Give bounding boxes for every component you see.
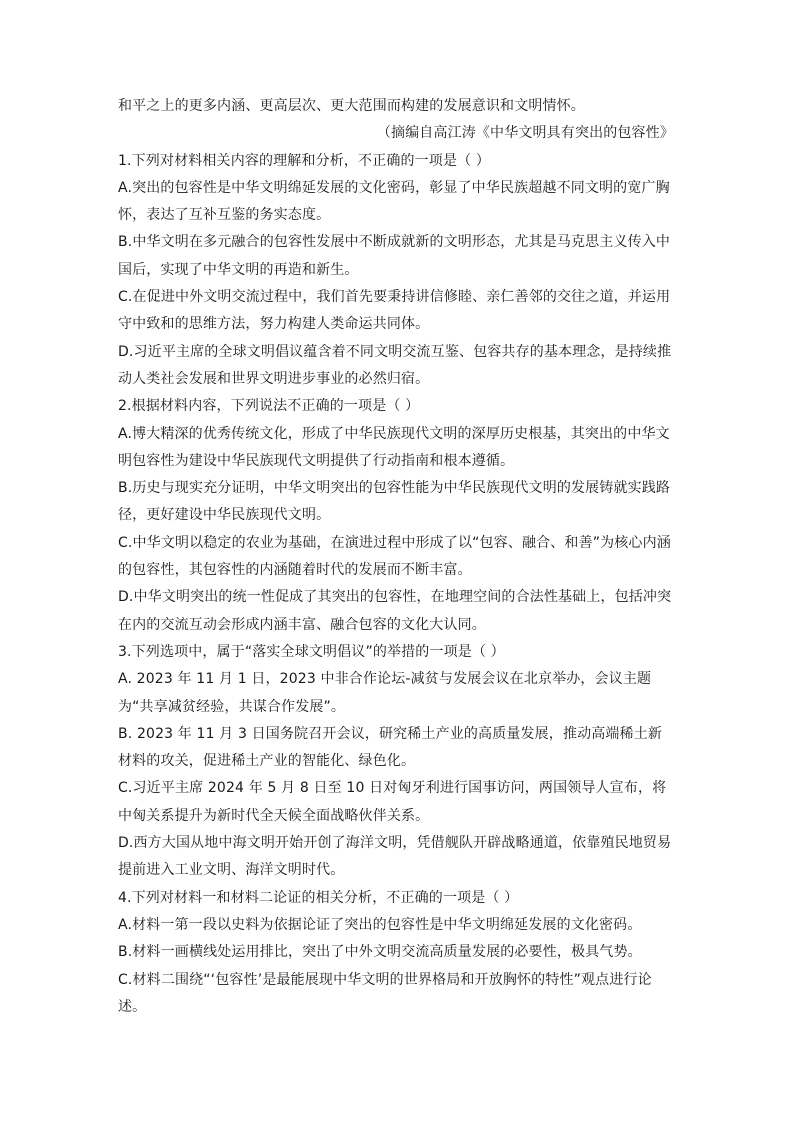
document-page [118, 93, 674, 1021]
question-stem: 3.下列选项中，属于“落实全球文明倡议”的举措的一项是（ ） [118, 643, 505, 660]
question-1 [118, 148, 674, 394]
source-citation: （摘编自高江涛《中华文明具有突出的包容性》 [376, 125, 674, 142]
question-4 [118, 885, 674, 1021]
option-b: B.历史与现实充分证明，中华文明突出的包容性能为中华民族现代文明的发展铸就实践路径，更好建设中华民族现代文明。 [118, 480, 671, 524]
option-c: C.习近平主席 2024 年 5 月 8 日至 10 日对匈牙利进行国事访问，两国领导人宣布，将中匈关系提升为新时代全天候全面战略伙伴关系。 [118, 780, 667, 824]
question-2 [118, 393, 674, 639]
option-b: B.中华文明在多元融合的包容性发展中不断成就新的文明形态，尤其是马克思主义传入中国后，实现了中华文明的再造和新生。 [118, 234, 671, 278]
option-c: C.材料二围绕“‘包容性’是最能展现中华文明的世界格局和开放胸怀的特性”观点进行论述。 [118, 971, 652, 1015]
option-a: A.博大精深的优秀传统文化，形成了中华民族现代文明的深厚历史根基，其突出的中华文明包容性为建设中华民族现代文明提供了行动指南和根本遵循。 [118, 425, 670, 469]
question-stem: 1.下列对材料相关内容的理解和分析，不正确的一项是（ ） [118, 152, 491, 169]
option-a: A.材料一第一段以史料为依据论证了突出的包容性是中华文明绵延发展的文化密码。 [118, 916, 642, 933]
question-3 [118, 639, 674, 885]
option-b: B.材料一画横线处运用排比，突出了中外文明交流高质量发展的必要性，极具气势。 [118, 944, 642, 961]
option-d: D.习近平主席的全球文明倡议蕴含着不同文明交流互鉴、包容共存的基本理念，是持续推动人类社会发展和世界文明进步事业的必然归宿。 [118, 343, 672, 387]
option-d: D.西方大国从地中海文明开始开创了海洋文明，凭借舰队开辟战略通道，依靠殖民地贸易提前进入工业文明、海洋文明时代。 [118, 835, 672, 879]
option-c: C.中华文明以稳定的农业为基础，在演进过程中形成了以“包容、融合、和善”为核心内涵的包容性，其包容性的内涵随着时代的发展而不断丰富。 [118, 534, 671, 579]
option-c: C.在促进中外文明交流过程中，我们首先要秉持讲信修睦、亲仁善邻的交往之道，并运用守中致和的思维方法，努力构建人类命运共同体。 [118, 289, 671, 333]
question-stem: 2.根据材料内容，下列说法不正确的一项是（ ） [118, 398, 420, 415]
intro-line: 和平之上的更多内涵、更高层次、更大范围而构建的发展意识和文明情怀。 [118, 98, 585, 114]
option-a: A.突出的包容性是中华文明绵延发展的文化密码，彰显了中华民族超越不同文明的宽广胸怀，表达了互补互鉴的务实态度。 [118, 179, 670, 224]
option-a: A. 2023 年 11 月 1 日，2023 中非合作论坛-减贫与发展会议在北京举办，会议主题为“共享减贫经验，共谋合作发展”。 [118, 671, 652, 715]
option-b: B. 2023 年 11 月 3 日国务院召开会议，研究稀土产业的高质量发展，推动高端稀土新材料的攻关，促进稀土产业的智能化、绿色化。 [118, 725, 663, 770]
option-d: D.中华文明突出的统一性促成了其突出的包容性，在地理空间的合法性基础上，包括冲突在内的交流互动会形成内涵丰富、融合包容的文化大认同。 [118, 589, 672, 633]
question-stem: 4.下列对材料一和材料二论证的相关分析，不正确的一项是（ ） [118, 889, 519, 906]
